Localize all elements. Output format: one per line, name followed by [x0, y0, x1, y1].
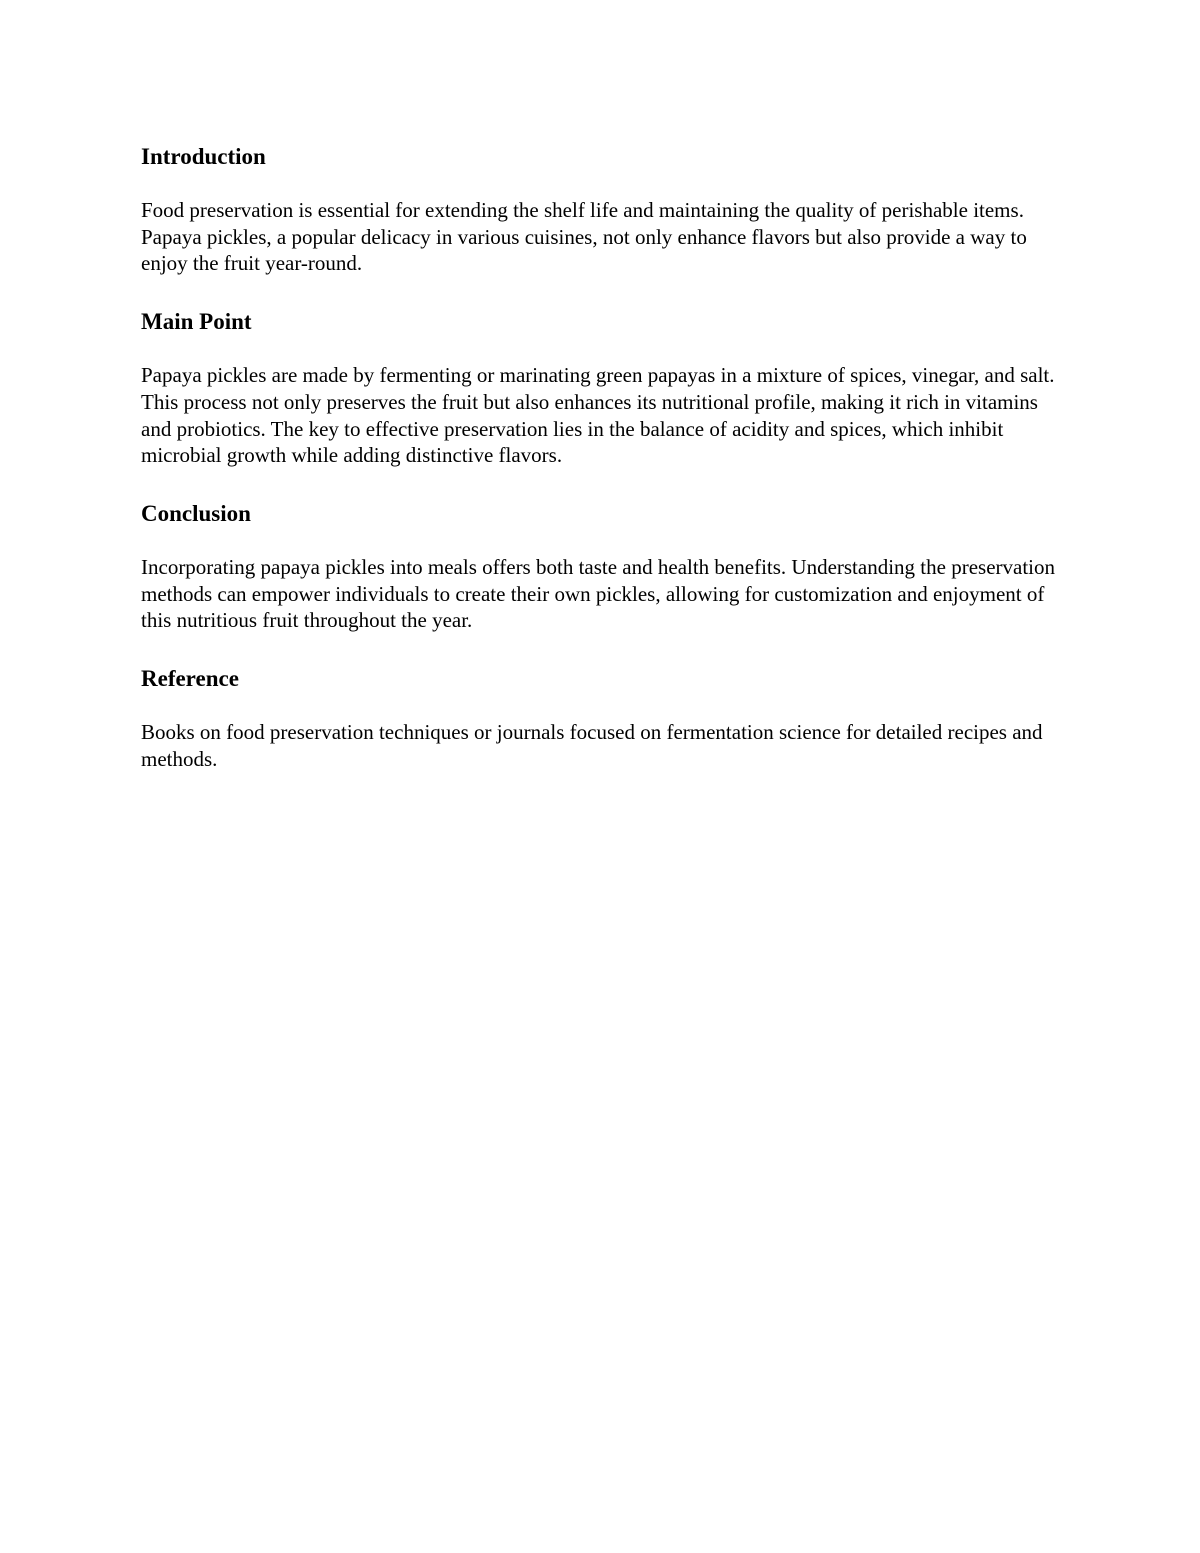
section-conclusion	[141, 499, 1071, 634]
section-main-point	[141, 307, 1071, 469]
section-heading-reference: Reference	[141, 666, 239, 692]
section-body-reference: Books on food preservation techniques or journals focused on fermentation science for detailed recipes and methods.	[141, 720, 1043, 771]
section-heading-introduction: Introduction	[141, 144, 266, 169]
section-introduction	[141, 142, 1071, 277]
section-heading-main-point: Main Point	[141, 309, 252, 335]
section-body-conclusion: Incorporating papaya pickles into meals offers both taste and health benefits. Understanding the preservation methods can empower individuals to create their own pickles, allowing for customization and enjoyment of this nutritious fruit throughout the year.	[141, 554, 1055, 633]
section-heading-conclusion: Conclusion	[141, 500, 251, 526]
document-content	[141, 142, 1071, 802]
section-body-main-point: Papaya pickles are made by fermenting or marinating green papayas in a mixture of spices, vinegar, and salt. This process not only preserves the fruit but also enhances its nutritional profile, making it rich in vitamins and probiotics. The key to effective preservation lies in the balance of acidity and spices, which inhibit microbial growth while adding distinctive flavors.	[141, 363, 1055, 468]
section-body-introduction: Food preservation is essential for extending the shelf life and maintaining the quality of perishable items. Papaya pickles, a popular delicacy in various cuisines, not only enhance flavors but also provide a way to enjoy the fruit year-round.	[141, 198, 1027, 276]
section-reference	[141, 664, 1071, 772]
